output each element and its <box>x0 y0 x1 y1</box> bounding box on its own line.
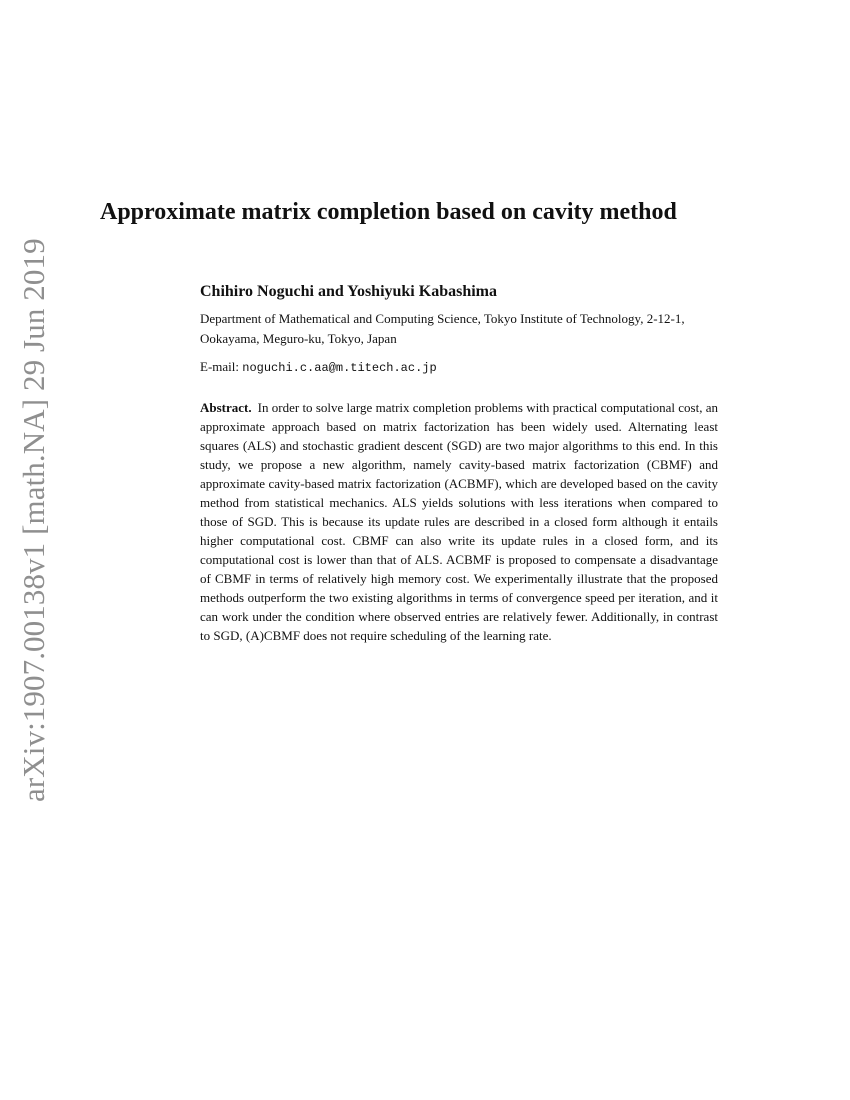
paper-front-matter <box>200 282 718 645</box>
arxiv-identifier-stamp: arXiv:1907.00138v1 [math.NA] 29 Jun 2019 <box>16 238 51 802</box>
email-label: E-mail: <box>200 359 239 374</box>
abstract-text: In order to solve large matrix completion problems with practical computational cost, an approximate approach based on matrix factorization has been widely used. Alternating least squares (ALS) and stochastic gradient descent (SGD) are two major algorithms to this end. In this study, we propose a new algorithm, namely cavity-based matrix factorization (CBMF) and approximate cavity-based matrix factorization (ACBMF), which are developed based on the cavity method from statistical mechanics. ALS yields solutions with less iterations when compared to those of SGD. This is because its update rules are described in a closed form although it entails higher computational cost. CBMF can also write its update rules in a closed form, and its computational cost is lower than that of ALS. ACBMF is proposed to compensate a disadvantage of CBMF in terms of relatively high memory cost. We experimentally illustrate that the proposed methods outperform the two existing algorithms in terms of convergence speed per iteration, and it can work under the condition where observed entries are relatively fewer. Additionally, in contrast to SGD, (A)CBMF does not require scheduling of the learning rate. <box>200 400 718 643</box>
author-list: Chihiro Noguchi and Yoshiyuki Kabashima <box>200 283 497 300</box>
author-affiliation: Department of Mathematical and Computing Science, Tokyo Institute of Technology, 2-12-1, Ookayama, Meguro-ku, Tokyo, Japan <box>200 311 685 346</box>
abstract <box>200 398 718 645</box>
contact-email <box>200 357 718 378</box>
paper-title: Approximate matrix completion based on cavity method <box>100 199 677 225</box>
abstract-label: Abstract. <box>200 400 252 415</box>
email-address[interactable]: noguchi.c.aa@m.titech.ac.jp <box>242 361 437 375</box>
